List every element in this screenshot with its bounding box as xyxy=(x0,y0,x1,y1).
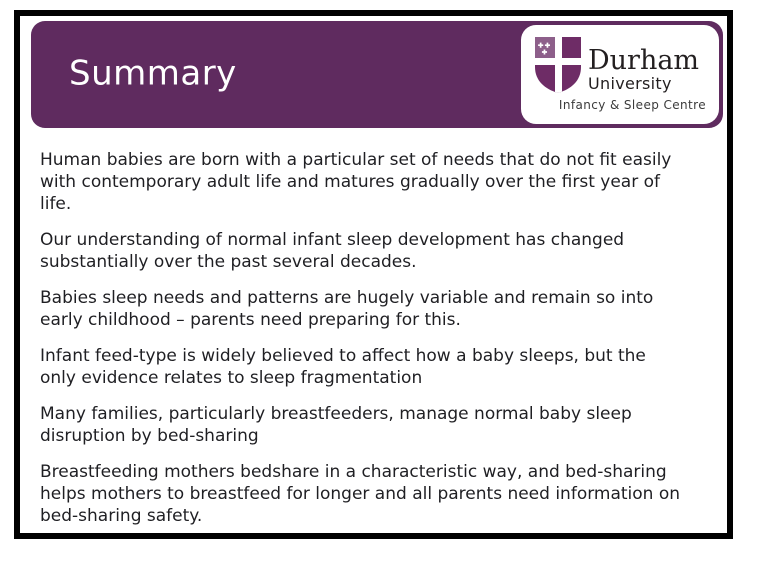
slide-body xyxy=(20,128,727,527)
logo-department-name: Infancy & Sleep Centre xyxy=(558,98,706,112)
slide-title: Summary xyxy=(69,52,237,93)
paragraph-2: Our understanding of normal infant sleep development has changed substantially over the past several decades. xyxy=(40,230,625,272)
durham-shield-icon xyxy=(533,35,583,95)
paragraph-4: Infant feed-type is widely believed to affect how a baby sleeps, but the only evidence relates to sleep fragmentation xyxy=(40,346,646,388)
logo-wordmark xyxy=(588,45,700,93)
paragraph-5: Many families, particularly breastfeeders, manage normal baby sleep disruption by bed-sharing xyxy=(40,404,632,446)
paragraph-1: Human babies are born with a particular set of needs that do not fit easily with contemporary adult life and matures gradually over the first year of life. xyxy=(40,150,672,214)
slide xyxy=(14,10,733,539)
paragraph-6: Breastfeeding mothers bedshare in a characteristic way, and bed-sharing helps mothers to breastfeed for longer and all parents need information on bed-sharing safety. xyxy=(40,462,681,526)
paragraph-3: Babies sleep needs and patterns are hugely variable and remain so into early childhood – parents need preparing for this. xyxy=(40,288,654,330)
slide-header xyxy=(31,21,723,128)
durham-university-logo xyxy=(521,25,719,124)
logo-org-name: Durham xyxy=(588,45,700,76)
logo-row xyxy=(521,25,719,95)
logo-org-subname: University xyxy=(588,74,672,93)
